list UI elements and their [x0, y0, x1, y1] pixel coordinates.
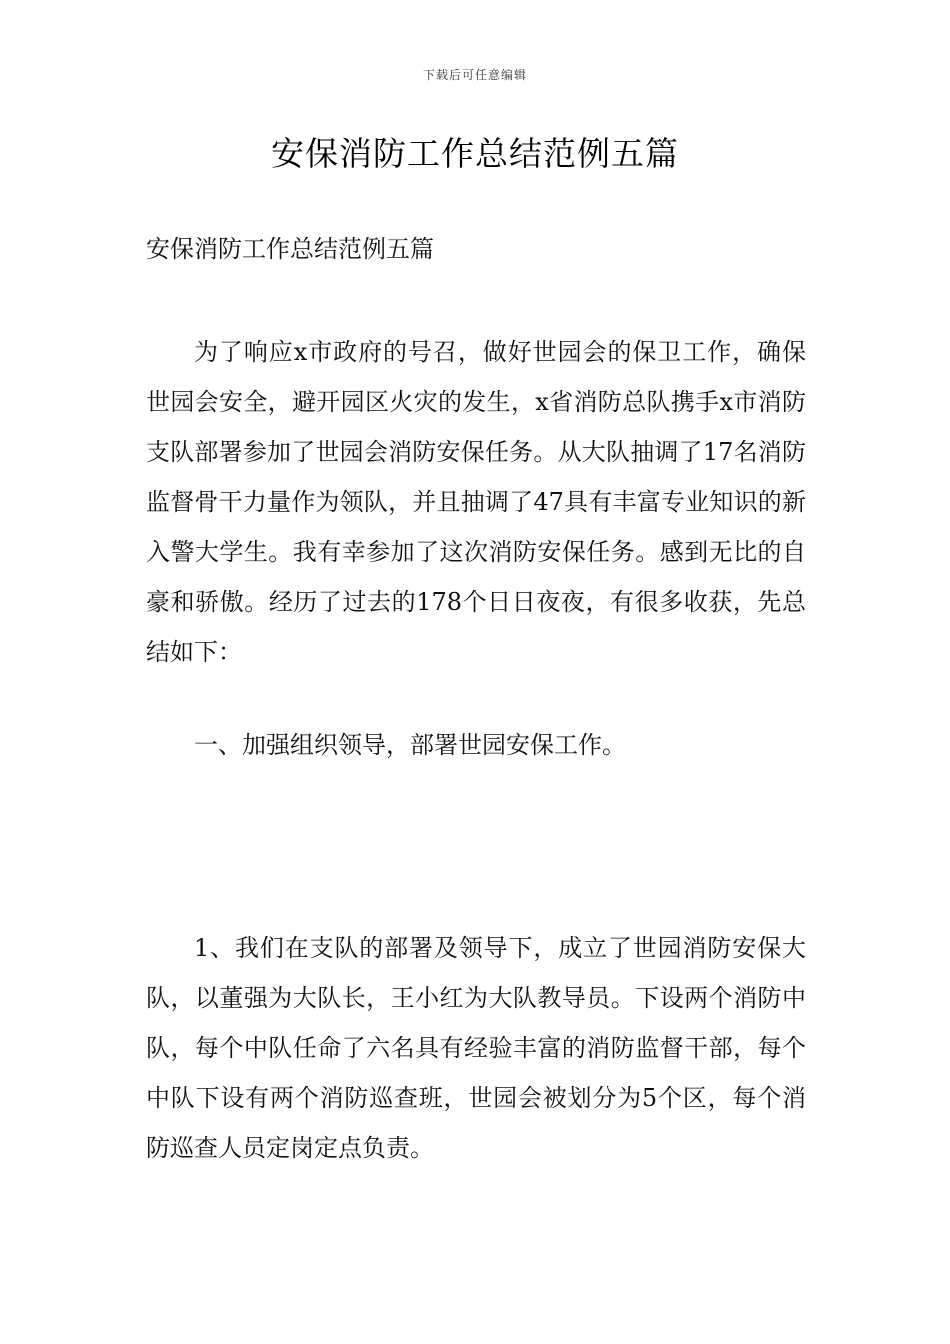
paragraph-organization: 1、我们在支队的部署及领导下，成立了世园消防安保大队，以董强为大队长，王小红为大队教导员。下设两个消防中队，每个中队任命了六名具有经验丰富的消防监督干部，每个中队下设有两个消防巡查班，世园会被划分为5个区，每个消防巡查人员定岗定点负责。 — [146, 934, 806, 1162]
section-heading: 一、加强组织领导，部署世园安保工作。 — [194, 731, 626, 759]
document-subtitle: 安保消防工作总结范例五篇 — [146, 235, 434, 263]
document-title: 安保消防工作总结范例五篇 — [271, 134, 679, 173]
header-note: 下载后可任意编辑 — [422, 68, 527, 82]
paragraph-intro: 为了响应x市政府的号召，做好世园会的保卫工作，确保世园会安全，避开园区火灾的发生，x省消防总队携手x市消防支队部署参加了世园会消防安保任务。从大队抽调了17名消防监督骨干力量作为领队，并且抽调了47具有丰富专业知识的新入警大学生。我有幸参加了这次消防安保任务。感到无比的自豪和骄傲。经历了过去的178个日日夜夜，有很多收获，先总结如下： — [146, 338, 806, 666]
